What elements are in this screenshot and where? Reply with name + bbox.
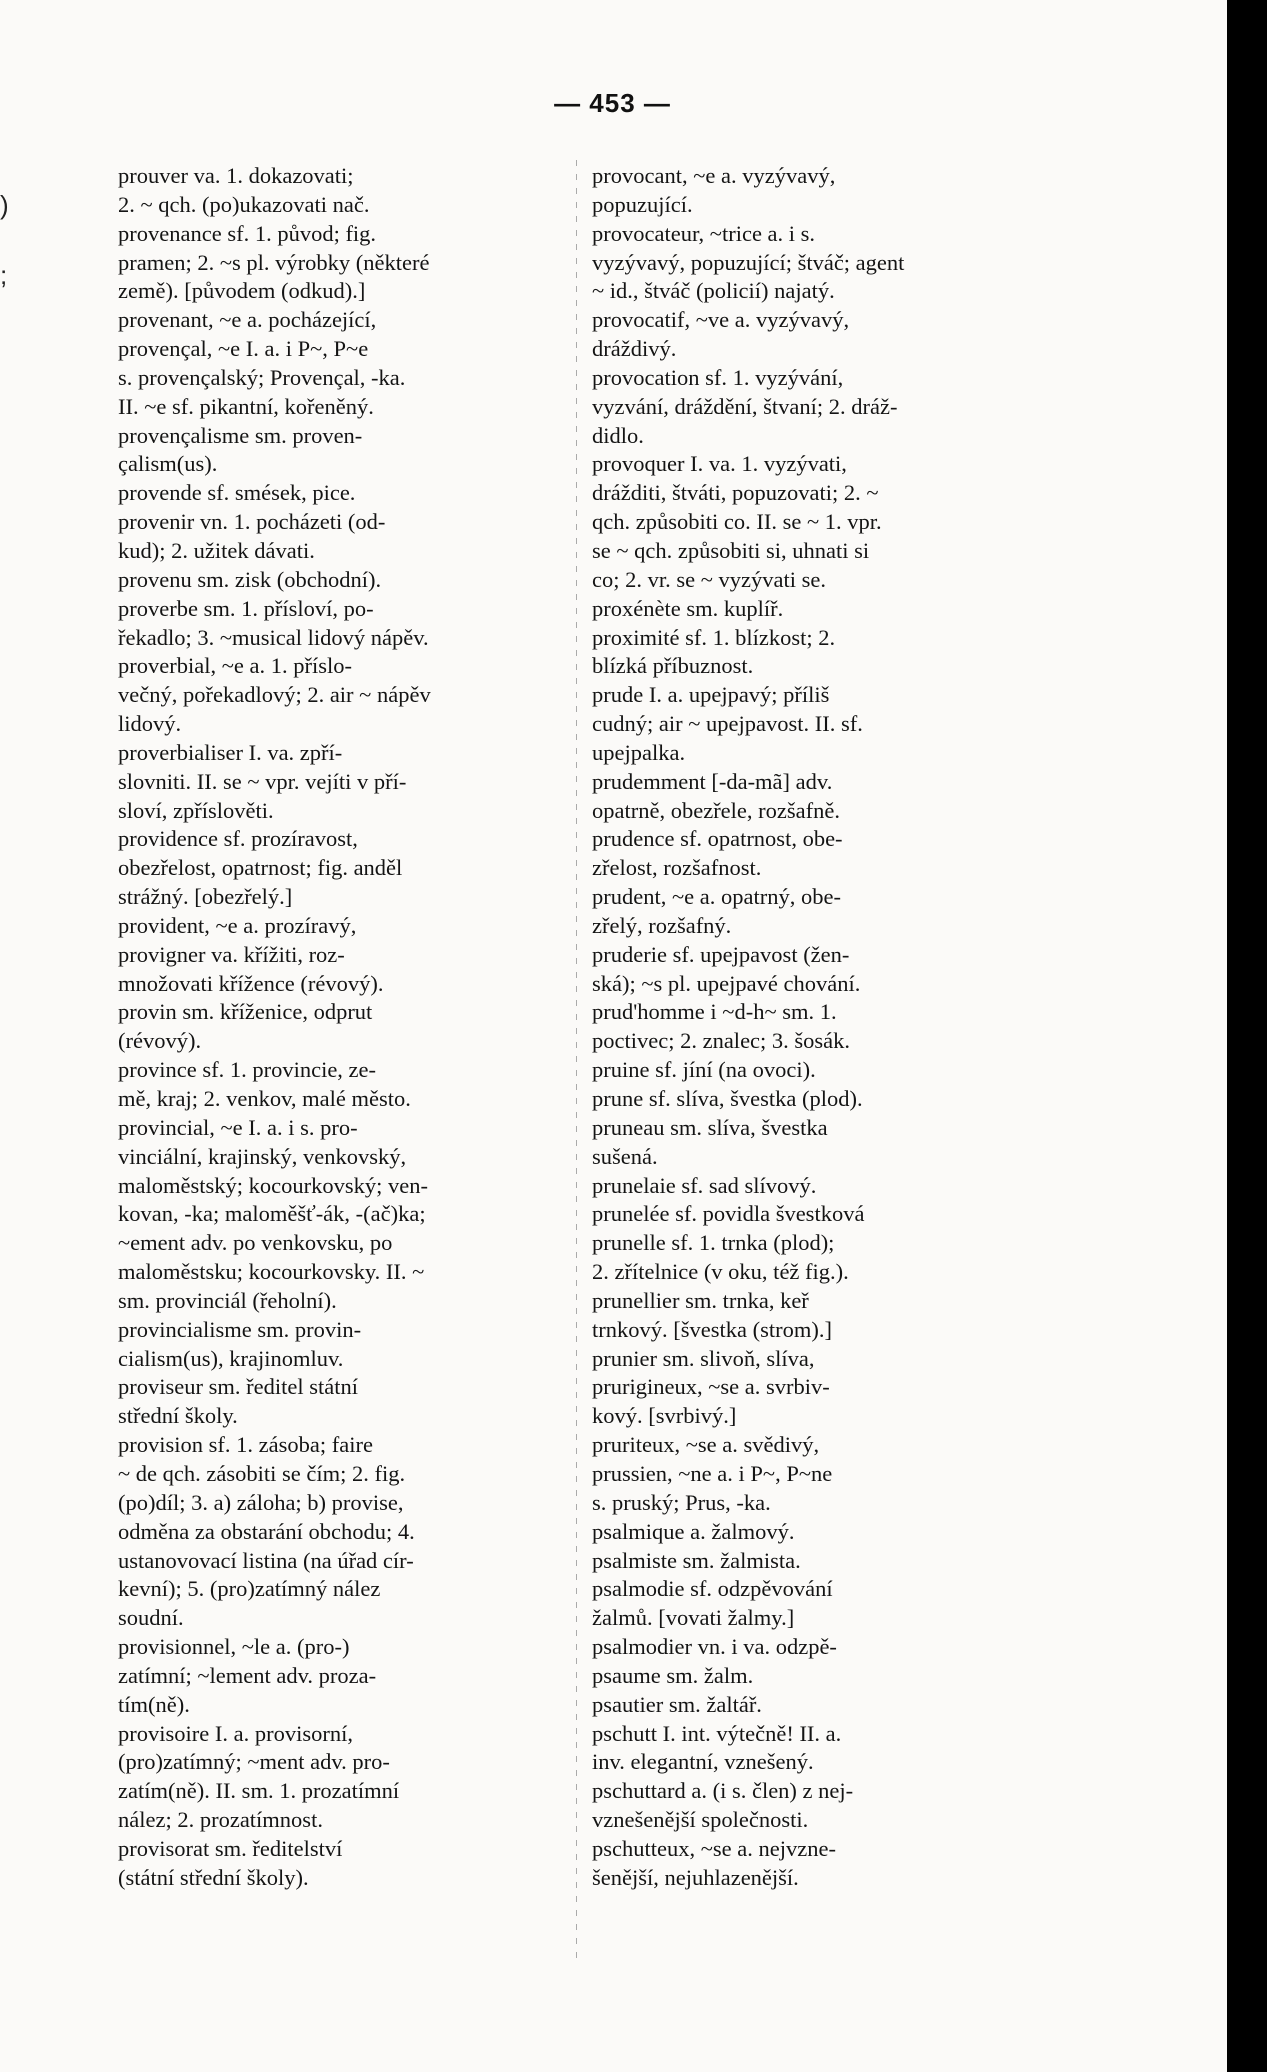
left-column — [118, 162, 580, 1893]
text-line: pschuttard a. (i s. člen) z nej- — [592, 1778, 854, 1804]
text-line: pruine sf. jíní (na ovoci). — [592, 1057, 816, 1083]
text-line: obezřelost, opatrnost; fig. anděl — [118, 855, 403, 881]
text-line: zřelý, rozšafný. — [592, 912, 732, 938]
text-line: provenir vn. 1. pocházeti (od- — [118, 509, 386, 535]
text-line: psalmiste sm. žalmista. — [592, 1547, 801, 1573]
text-line: množovati křížence (révový). — [118, 970, 384, 996]
text-line: popuzující. — [592, 191, 693, 217]
text-line: prurigineux, ~se a. svrbiv- — [592, 1374, 830, 1400]
text-line: (pro)zatímný; ~ment adv. pro- — [118, 1749, 390, 1775]
text-line: sloví, zpříslověti. — [118, 797, 274, 823]
text-line: soudní. — [118, 1605, 184, 1631]
text-line: provocant, ~e a. vyzývavý, — [592, 163, 836, 188]
scan-border — [1227, 0, 1267, 2072]
text-line: provocation sf. 1. vyzývání, — [592, 364, 844, 390]
text-line: maloměstsku; kocourkovsky. II. ~ — [118, 1259, 425, 1285]
text-line: mě, kraj; 2. venkov, malé město. — [118, 1086, 411, 1111]
text-line: psalmodie sf. odzpěvování — [592, 1576, 833, 1602]
text-line: pruderie sf. upejpavost (žen- — [592, 941, 850, 967]
text-line: provocateur, ~trice a. i s. — [592, 220, 816, 246]
text-line: ~ de qch. zásobiti se čím; 2. fig. — [118, 1460, 406, 1486]
text-line: çalism(us). — [118, 451, 218, 477]
text-line: prude I. a. upejpavý; příliš — [592, 682, 830, 708]
text-line: II. ~e sf. pikantní, kořeněný. — [118, 393, 374, 419]
text-line: qch. způsobiti co. II. se ~ 1. vpr. — [592, 509, 882, 535]
text-line: kud); 2. užitek dávati. — [118, 537, 315, 563]
text-line: sm. provinciál (řeholní). — [118, 1287, 337, 1313]
text-line: provenance sf. 1. původ; fig. — [118, 220, 377, 246]
text-line: blízká příbuznost. — [592, 653, 754, 679]
text-line: kovan, -ka; maloměšť-ák, -(ač)ka; — [118, 1201, 426, 1227]
text-line: dráždivý. — [592, 336, 677, 362]
text-line: drážditi, štváti, popuzovati; 2. ~ — [592, 480, 879, 506]
text-line: střední školy. — [118, 1403, 238, 1429]
text-line: sušená. — [592, 1143, 658, 1169]
text-line: vinciální, krajinský, venkovský, — [118, 1143, 407, 1169]
text-line: psalmodier vn. i va. odzpě- — [592, 1634, 837, 1660]
text-line: psaume sm. žalm. — [592, 1662, 754, 1688]
text-line: vyzývavý, popuzující; štváč; agent — [592, 249, 905, 275]
text-line: trnkový. [švestka (strom).] — [592, 1316, 832, 1342]
text-line: prudemment [-da-mã] adv. — [592, 768, 833, 794]
text-line: provençal, ~e I. a. i P~, P~e — [118, 336, 369, 362]
text-line: lidový. — [118, 711, 182, 737]
text-line: provisionnel, ~le a. (pro-) — [118, 1634, 350, 1660]
text-line: proverbial, ~e a. 1. příslo- — [118, 653, 352, 679]
text-line: provision sf. 1. zásoba; faire — [118, 1432, 373, 1458]
text-line: s. pruský; Prus, -ka. — [592, 1489, 771, 1515]
text-line: proverbe sm. 1. přísloví, po- — [118, 595, 374, 621]
text-line: večný, pořekadlový; 2. air ~ nápěv — [118, 682, 431, 708]
text-line: cudný; air ~ upejpavost. II. sf. — [592, 711, 863, 737]
text-line: ~ement adv. po venkovsku, po — [118, 1230, 393, 1256]
text-line: šenější, nejuhlazenější. — [592, 1864, 799, 1890]
text-line: provoquer I. va. 1. vyzývati, — [592, 451, 847, 477]
text-line: (státní střední školy). — [118, 1864, 309, 1890]
text-line: provincialisme sm. provin- — [118, 1316, 362, 1342]
text-line: poctivec; 2. znalec; 3. šosák. — [592, 1028, 851, 1054]
text-line: vyzvání, dráždění, štvaní; 2. dráž- — [592, 393, 898, 419]
text-line: ská); ~s pl. upejpavé chování. — [592, 970, 861, 996]
text-line: proxénète sm. kuplíř. — [592, 595, 784, 621]
text-line: prudence sf. opatrnost, obe- — [592, 826, 843, 852]
text-line: zatím(ně). II. sm. 1. prozatímní — [118, 1778, 400, 1804]
text-line: prouver va. 1. dokazovati; — [118, 163, 354, 188]
text-line: cialism(us), krajinomluv. — [118, 1345, 344, 1371]
text-line: (révový). — [118, 1028, 202, 1054]
text-line: zřelost, rozšafnost. — [592, 855, 762, 881]
text-line: kový. [svrbivý.] — [592, 1403, 737, 1429]
text-line: pramen; 2. ~s pl. výrobky (některé — [118, 249, 430, 275]
text-line: provincial, ~e I. a. i s. pro- — [118, 1114, 358, 1140]
text-line: upejpalka. — [592, 739, 686, 765]
text-line: inv. elegantní, vznešený. — [592, 1749, 814, 1775]
text-line: prussien, ~ne a. i P~, P~ne — [592, 1460, 833, 1486]
text-line: zatímní; ~lement adv. proza- — [118, 1662, 377, 1688]
text-line: provisorat sm. ředitelství — [118, 1835, 343, 1861]
text-line: pschutt I. int. výtečně! II. a. — [592, 1720, 842, 1746]
text-line: slovniti. II. se ~ vpr. vejíti v pří- — [118, 768, 407, 794]
text-line: prune sf. slíva, švestka (plod). — [592, 1086, 863, 1111]
text-line: provençalisme sm. proven- — [118, 422, 363, 448]
text-line: maloměstský; kocourkovský; ven- — [118, 1172, 428, 1198]
text-line: 2. ~ qch. (po)ukazovati nač. — [118, 191, 370, 217]
text-line: vznešenější společnosti. — [592, 1807, 809, 1833]
text-line: žalmů. [vovati žalmy.] — [592, 1605, 795, 1631]
text-line: provenant, ~e a. pocházející, — [118, 307, 377, 333]
text-line: provisoire I. a. provisorní, — [118, 1720, 353, 1746]
column-divider — [576, 160, 577, 1960]
text-line: co; 2. vr. se ~ vyzývati se. — [592, 566, 826, 592]
text-line: prunelaie sf. sad slívový. — [592, 1172, 817, 1198]
text-line: provenu sm. zisk (obchodní). — [118, 566, 382, 592]
text-line: providence sf. prozíravost, — [118, 826, 358, 852]
edge-marks: ) ; — [0, 190, 9, 290]
page-number: — 453 — — [554, 88, 671, 118]
text-line: nález; 2. prozatímnost. — [118, 1807, 323, 1833]
text-line: proviseur sm. ředitel státní — [118, 1374, 358, 1400]
text-line: prunelle sf. 1. trnka (plod); — [592, 1230, 835, 1256]
text-line: prudent, ~e a. opatrný, obe- — [592, 884, 841, 910]
text-line: psautier sm. žaltář. — [592, 1691, 762, 1717]
text-line: země). [původem (odkud).] — [118, 278, 366, 304]
text-line: prunellier sm. trnka, keř — [592, 1287, 809, 1313]
text-line: kevní); 5. (pro)zatímný nález — [118, 1576, 381, 1602]
text-line: psalmique a. žalmový. — [592, 1518, 795, 1544]
text-line: provende sf. smések, pice. — [118, 480, 356, 506]
text-line: opatrně, obezřele, rozšafně. — [592, 797, 840, 823]
text-line: didlo. — [592, 422, 644, 448]
text-line: pruriteux, ~se a. svědivý, — [592, 1432, 820, 1458]
text-line: provocatif, ~ve a. vyzývavý, — [592, 307, 850, 333]
text-line: tím(ně). — [118, 1691, 190, 1717]
text-line: ~ id., štváč (policií) najatý. — [592, 278, 835, 304]
text-line: province sf. 1. provincie, ze- — [118, 1057, 377, 1083]
text-line: strážný. [obezřelý.] — [118, 884, 293, 910]
text-line: proximité sf. 1. blízkost; 2. — [592, 624, 836, 650]
text-line: ustanovovací listina (na úřad cír- — [118, 1547, 414, 1573]
text-line: se ~ qch. způsobiti si, uhnati si — [592, 537, 870, 563]
text-line: 2. zřítelnice (v oku, též fig.). — [592, 1259, 849, 1285]
text-line: provigner va. křížiti, roz- — [118, 941, 345, 967]
text-line: odměna za obstarání obchodu; 4. — [118, 1518, 415, 1544]
text-line: provident, ~e a. prozíravý, — [118, 912, 357, 938]
text-line: prud'homme i ~d-h~ sm. 1. — [592, 999, 837, 1025]
text-line: (po)díl; 3. a) záloha; b) provise, — [118, 1489, 404, 1515]
text-line: řekadlo; 3. ~musical lidový nápěv. — [118, 624, 429, 650]
text-line: pschutteux, ~se a. nejvzne- — [592, 1835, 836, 1861]
text-line: proverbialiser I. va. zpří- — [118, 739, 343, 765]
text-line: prunier sm. slivoň, slíva, — [592, 1345, 815, 1371]
text-line: s. provençalský; Provençal, -ka. — [118, 364, 406, 390]
text-line: provin sm. kříženice, odprut — [118, 999, 373, 1025]
right-column — [592, 162, 1054, 1893]
text-line: prunelée sf. povidla švestková — [592, 1201, 865, 1227]
text-line: pruneau sm. slíva, švestka — [592, 1114, 828, 1140]
